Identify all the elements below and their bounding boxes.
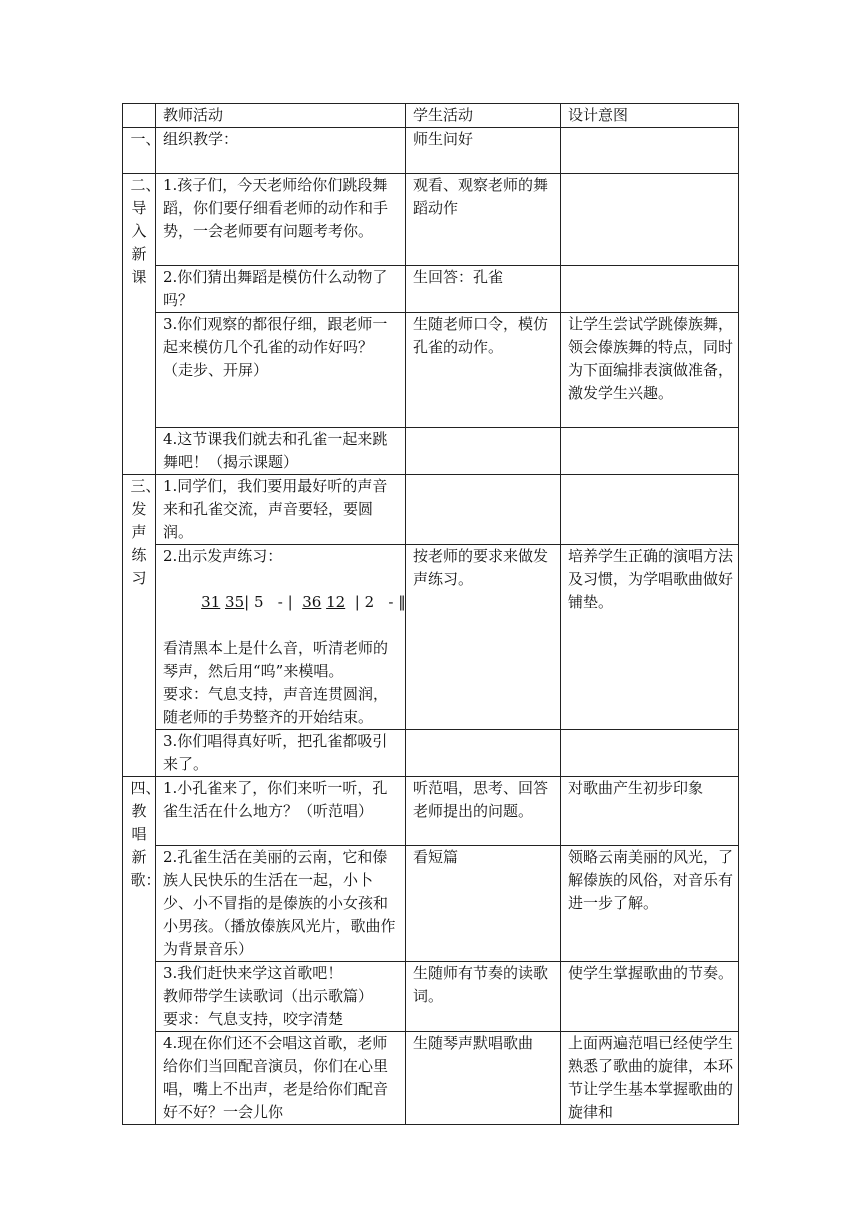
student-text: 生随老师口令，模仿孔雀的动作。 xyxy=(413,315,549,356)
teacher-text: 组织教学： xyxy=(163,130,239,148)
design-cell xyxy=(561,730,739,777)
header-design-intent: 设计意图 xyxy=(561,104,739,128)
design-cell xyxy=(561,1032,739,1125)
design-cell xyxy=(561,313,739,428)
note-group: 31 xyxy=(201,593,221,611)
stage-cell xyxy=(123,475,161,777)
teacher-text: 4.现在你们还不会唱这首歌，老师给你们当回配音演员，你们在心里唱，嘴上不出声，老是给你们配音好不好？一会儿你 xyxy=(163,1034,389,1121)
header-student-activity: 学生活动 xyxy=(406,104,561,128)
stage-cell xyxy=(123,777,161,1125)
stage-cell xyxy=(123,174,161,475)
student-text: 听范唱，思考、回答老师提出的问题。 xyxy=(413,779,549,820)
design-cell xyxy=(561,174,739,266)
student-text: 师生问好 xyxy=(413,130,474,148)
teacher-text: 1.小孔雀来了，你们来听一听，孔雀生活在什么地方？（听范唱） xyxy=(163,779,388,820)
teacher-cell xyxy=(156,777,406,846)
teacher-cell xyxy=(156,174,406,266)
note-group: 36 xyxy=(302,593,322,611)
design-cell xyxy=(561,128,739,174)
teacher-cell xyxy=(156,1032,406,1125)
table-row xyxy=(123,545,739,730)
student-text: 按老师的要求来做发声练习。 xyxy=(413,547,549,588)
design-text: 上面两遍范唱已经使学生熟悉了歌曲的旋律，本环节让学生基本掌握歌曲的旋律和 xyxy=(568,1034,734,1121)
table-row xyxy=(123,730,739,777)
teacher-text: 4.这节课我们就去和孔雀一起来跳舞吧！（揭示课题） xyxy=(163,430,388,471)
vocal-exercise-notation xyxy=(163,568,406,637)
teacher-cell xyxy=(156,266,406,313)
student-text: 生回答：孔雀 xyxy=(413,268,504,286)
teacher-text: 3.你们观察的都很仔细，跟老师一起来模仿几个孔雀的动作好吗？（走步、开屏） xyxy=(163,315,388,379)
student-cell xyxy=(406,174,561,266)
student-text: 生随师有节奏的读歌词。 xyxy=(413,964,549,1005)
student-cell xyxy=(406,428,561,475)
note-bar: | 5 - | xyxy=(244,593,293,611)
exercise-intro: 2.出示发声练习： xyxy=(163,547,283,565)
design-cell xyxy=(561,962,739,1032)
exercise-instruction: 看清黑本上是什么音，听清老师的琴声，然后用“呜”来模唱。 xyxy=(163,639,389,680)
teacher-text: 3.你们唱得真好听，把孔雀都吸引来了。 xyxy=(163,732,388,773)
student-cell xyxy=(406,475,561,545)
student-cell xyxy=(406,266,561,313)
teacher-cell xyxy=(156,962,406,1032)
student-cell xyxy=(406,846,561,962)
teacher-cell xyxy=(156,428,406,475)
table-row xyxy=(123,174,739,266)
table-row xyxy=(123,846,739,962)
header-stage-cell xyxy=(123,104,156,128)
student-text: 观看、观察老师的舞蹈动作 xyxy=(413,176,549,217)
table-row xyxy=(123,962,739,1032)
student-cell xyxy=(406,777,561,846)
table-row xyxy=(123,475,739,545)
teacher-text: 2.你们猜出舞蹈是模仿什么动物了吗？ xyxy=(163,268,388,309)
student-cell xyxy=(406,962,561,1032)
teacher-cell xyxy=(156,730,406,777)
design-cell xyxy=(561,266,739,313)
note-group: 12 xyxy=(326,593,346,611)
design-text: 让学生尝试学跳傣族舞，领会傣族舞的特点，同时为下面编排表演做准备，激发学生兴趣。 xyxy=(568,315,734,402)
teacher-cell xyxy=(156,475,406,545)
design-text: 领略云南美丽的风光，了解傣族的风俗，对音乐有进一步了解。 xyxy=(568,848,734,912)
teacher-cell xyxy=(156,545,406,730)
stage-label: 一、 xyxy=(130,130,161,148)
teacher-cell xyxy=(156,128,406,174)
student-cell xyxy=(406,730,561,777)
student-cell xyxy=(406,313,561,428)
teacher-text: 3.我们赶快来学这首歌吧！ 教师带学生读歌词（出示歌篇） 要求：气息支持，咬字清楚 xyxy=(163,964,374,1028)
design-text: 培养学生正确的演唱方法及习惯，为学唱歌曲做好铺垫。 xyxy=(568,547,734,611)
design-text: 使学生掌握歌曲的节奏。 xyxy=(568,964,734,982)
exercise-requirement: 要求：气息支持，声音连贯圆润，随老师的手势整齐的开始结束。 xyxy=(163,685,389,726)
teacher-text: 2.孔雀生活在美丽的云南，它和傣族人民快乐的生活在一起，小卜少、小不冒指的是傣族的小女孩和小男孩。（播放傣族风光片，歌曲作为背景音乐） xyxy=(163,848,396,958)
table-row xyxy=(123,1032,739,1125)
header-teacher-activity: 教师活动 xyxy=(156,104,406,128)
teacher-cell xyxy=(156,313,406,428)
design-text: 对歌曲产生初步印象 xyxy=(568,779,704,797)
design-cell xyxy=(561,475,739,545)
note-group: 35 xyxy=(225,593,245,611)
table-row xyxy=(123,128,739,174)
table-row xyxy=(123,428,739,475)
stage-label: 三、发声练习 xyxy=(130,477,161,587)
teacher-text: 1.同学们，我们要用最好听的声音来和孔雀交流，声音要轻，要圆润。 xyxy=(163,477,388,541)
design-cell xyxy=(561,777,739,846)
stage-label: 二、导入新课 xyxy=(130,176,161,286)
design-cell xyxy=(561,846,739,962)
student-cell xyxy=(406,128,561,174)
student-text: 看短篇 xyxy=(413,848,459,866)
stage-label: 四、教唱新歌： xyxy=(130,779,161,889)
table-row xyxy=(123,777,739,846)
design-cell xyxy=(561,428,739,475)
lesson-plan-table xyxy=(122,103,739,1125)
design-cell xyxy=(561,545,739,730)
teacher-cell xyxy=(156,846,406,962)
teacher-text: 1.孩子们，今天老师给你们跳段舞蹈，你们要仔细看老师的动作和手势，一会老师要有问题考考你。 xyxy=(163,176,389,240)
student-cell xyxy=(406,1032,561,1125)
table-row xyxy=(123,313,739,428)
header-row xyxy=(123,104,739,128)
note-bar: | 2 - ‖ xyxy=(354,593,406,611)
stage-cell xyxy=(123,128,161,174)
student-text: 生随琴声默唱歌曲 xyxy=(413,1034,534,1052)
student-cell xyxy=(406,545,561,730)
table-row xyxy=(123,266,739,313)
